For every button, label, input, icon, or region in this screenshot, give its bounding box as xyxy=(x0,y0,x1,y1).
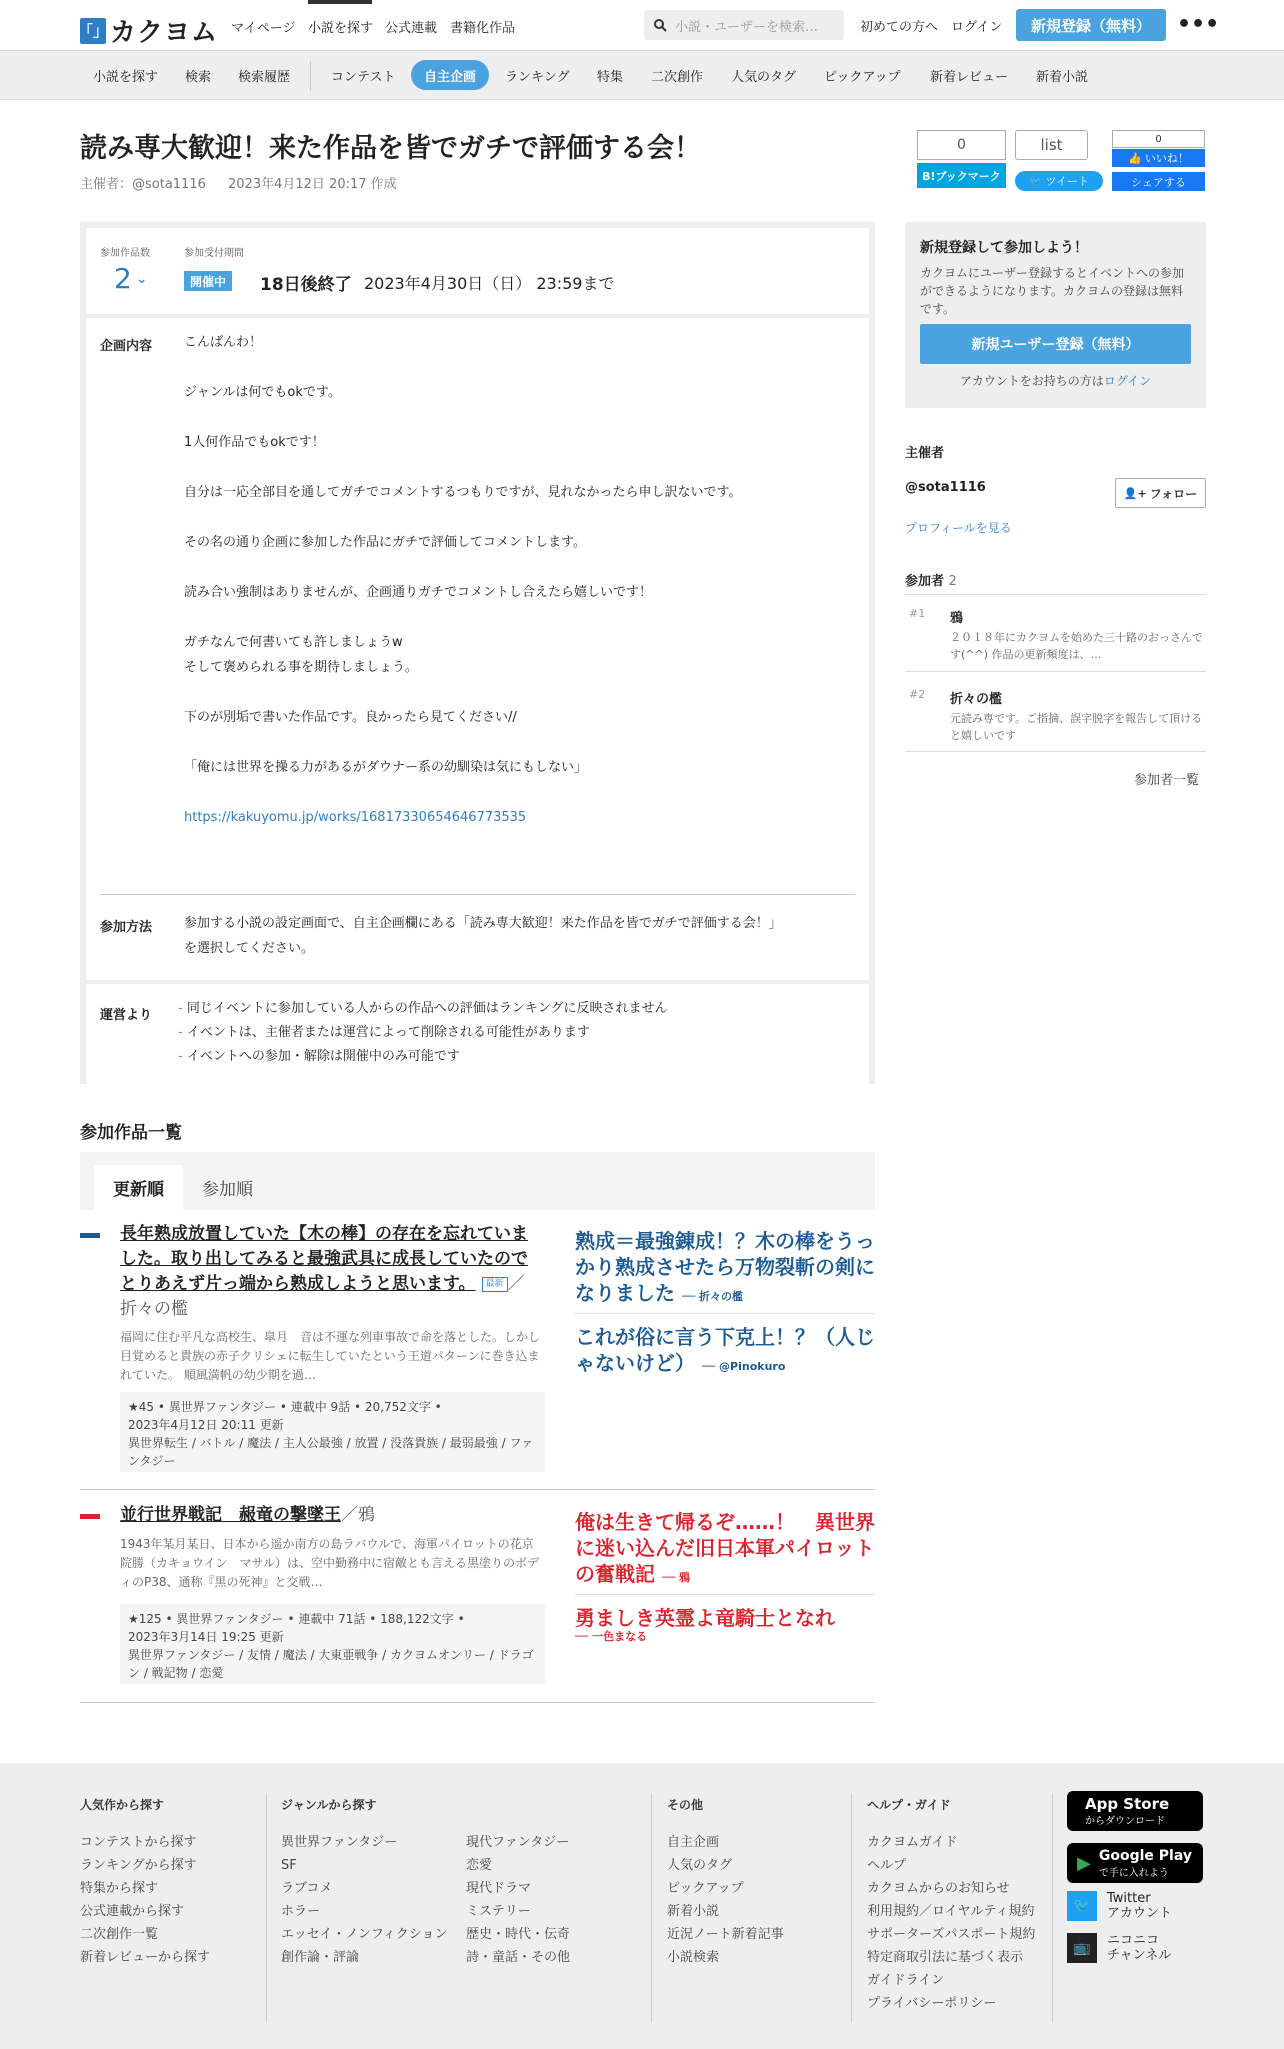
footer-heading: その他 xyxy=(667,1798,704,1812)
footer-col-genre xyxy=(281,1796,448,1969)
review-catch xyxy=(575,1324,875,1380)
divider xyxy=(100,894,855,895)
gplay-title: Google Play xyxy=(1098,1847,1192,1864)
footer-link[interactable]: 自主企画 xyxy=(667,1835,720,1850)
catch-text: 熟成＝最強錬成！？木の棒をうっかり熟成させたら万物裂斬の剣になりました xyxy=(575,1229,875,1305)
footer-link[interactable]: ラブコメ xyxy=(281,1881,333,1896)
participant-num: #2 xyxy=(909,688,926,701)
footer-link[interactable]: ガイドライン xyxy=(867,1973,945,1988)
catch-author: ── 折々の檻 xyxy=(681,1290,744,1303)
hatena-count: 0 xyxy=(917,130,1006,160)
event-content xyxy=(86,318,869,980)
footer-divider xyxy=(851,1793,852,2023)
subnav-fanfic[interactable]: 二次創作 xyxy=(651,70,704,85)
twitter-bird-icon: 🐦 xyxy=(1029,175,1042,187)
follow-button[interactable] xyxy=(1115,478,1206,508)
footer-col-genre-2 xyxy=(466,1831,570,1969)
event-meta xyxy=(80,173,397,192)
appstore-sub: からダウンロード xyxy=(1085,1815,1165,1827)
tab-updated[interactable]: 更新順 xyxy=(94,1165,183,1210)
footer-link[interactable]: サポーターズパスポート規約 xyxy=(867,1927,1036,1942)
catch-author: ── 一色まなる xyxy=(575,1630,648,1643)
footer-link[interactable]: カクヨムからのお知らせ xyxy=(867,1881,1010,1896)
participants-title: 参加者 xyxy=(905,574,945,589)
desc-line: 下のが別垢で書いた作品です。良かったら見てください// xyxy=(184,710,517,725)
footer-link[interactable]: プライバシーポリシー xyxy=(867,1996,997,2011)
facebook-widget xyxy=(1112,130,1205,194)
signup-button[interactable]: 新規登録（無料） xyxy=(1016,9,1166,41)
footer-divider xyxy=(1052,1793,1053,2023)
footer-link[interactable]: 新着レビューから探す xyxy=(80,1950,211,1965)
page-title: 読み専大歓迎！来た作品を皆でガチで評価する会！ xyxy=(80,133,701,164)
footer-col-popular xyxy=(80,1796,210,1969)
tweet-label: ツイート xyxy=(1045,175,1089,188)
notice-item: - イベントへの参加・解除は開催中のみ可能です xyxy=(178,1049,460,1064)
work-title-link[interactable]: 長年熟成放置していた【木の棒】の存在を忘れていました。取り出してみると最強武具に成長していたのでとりあえず片っ端から熟成しようと思います。 xyxy=(120,1224,528,1294)
footer-link[interactable]: 現代ドラマ xyxy=(466,1881,532,1896)
footer-link[interactable]: 人気のタグ xyxy=(667,1858,733,1873)
footer-link[interactable]: 新着小説 xyxy=(667,1904,720,1919)
catch-text: 勇ましき英霊よ竜騎士となれ xyxy=(575,1606,835,1630)
twitter-sub: アカウント xyxy=(1107,1906,1172,1921)
status-badge: 開催中 xyxy=(184,271,232,291)
how-label: 参加方法 xyxy=(100,920,153,935)
content-label: 企画内容 xyxy=(100,339,153,354)
beginner-link[interactable]: 初めての方へ xyxy=(860,20,939,35)
desc-line: 自分は一応全部目を通してガチでコメントするつもりですが、見れなかったら申し訳ないです。 xyxy=(184,485,742,500)
thumbs-up-icon: 👍 xyxy=(1128,151,1142,165)
gplay-sub: で手に入れよう xyxy=(1098,1867,1169,1879)
work-tags[interactable]: 異世界転生 / バトル / 魔法 / 主人公最強 / 放置 / 没落貴族 / 最弱最強 / ファンタジー xyxy=(128,1436,534,1468)
notice-label: 運営より xyxy=(100,1008,153,1023)
footer-link[interactable]: 特定商取引法に基づく表示 xyxy=(867,1950,1024,1965)
event-summary xyxy=(86,228,869,314)
footer-link[interactable]: 歴史・時代・伝奇 xyxy=(466,1927,571,1942)
catch-author: ── @Pinokuro xyxy=(701,1360,786,1373)
notice-item: - イベントは、主催者または運営によって削除される可能性があります xyxy=(178,1025,590,1040)
participant-num: #1 xyxy=(909,607,926,620)
desc-line: その名の通り企画に参加した作品にガチで評価してコメントします。 xyxy=(184,535,586,550)
notice-list xyxy=(178,997,667,1069)
footer xyxy=(0,1763,1284,2049)
footer-link[interactable]: 利用規約／ロイヤルティ規約 xyxy=(867,1904,1035,1919)
subnav-new-novels[interactable]: 新着小説 xyxy=(1036,70,1089,85)
subnav-divider xyxy=(310,61,311,91)
footer-heading: ヘルプ・ガイド xyxy=(867,1798,951,1812)
fb-share-button[interactable]: シェアする xyxy=(1112,172,1205,191)
subnav-history[interactable]: 検索履歴 xyxy=(238,70,291,85)
footer-link[interactable]: 異世界ファンタジー xyxy=(281,1835,398,1850)
nav-active-indicator xyxy=(308,0,372,4)
desc-line: ガチなんで何書いても許しましょうw xyxy=(184,635,403,650)
search-placeholder: 小説・ユーザーを検索… xyxy=(675,19,819,35)
twitter-account-link[interactable] xyxy=(1067,1891,1172,1921)
desc-line: そして褒められる事を期待しましょう。 xyxy=(184,660,419,675)
footer-heading: ジャンルから探す xyxy=(281,1798,377,1812)
footer-link[interactable]: 公式連載から探す xyxy=(80,1904,185,1919)
sidebar-login-link[interactable]: ログイン xyxy=(1103,374,1152,388)
work-color-bar xyxy=(80,1514,100,1519)
work-title-block xyxy=(120,1503,540,1528)
footer-heading: 人気作から探す xyxy=(80,1798,165,1812)
nav-mypage[interactable]: マイページ xyxy=(231,21,296,36)
desc-line: 1人何作品でもokです！ xyxy=(184,435,325,450)
notice-item: - 同じイベントに参加している人からの作品への評価はランキングに反映されません xyxy=(178,1001,668,1016)
chevron-down-icon: ⌄ xyxy=(135,270,148,287)
divider xyxy=(575,1313,875,1314)
footer-link[interactable]: ヘルプ xyxy=(867,1858,907,1873)
site-logo[interactable] xyxy=(80,12,218,49)
niconico-label: ニコニコ xyxy=(1107,1933,1160,1948)
subnav-tags[interactable]: 人気のタグ xyxy=(731,70,797,85)
nav-published-works[interactable]: 書籍化作品 xyxy=(450,21,516,36)
tweet-button[interactable] xyxy=(1015,171,1103,191)
login-link[interactable]: ログイン xyxy=(951,20,1003,35)
participant-name[interactable]: 折々の檻 xyxy=(950,692,1003,707)
more-menu-icon[interactable]: ••• xyxy=(1177,12,1220,37)
sub-navigation xyxy=(0,50,1284,100)
catchphrase xyxy=(575,1509,875,1591)
footer-link[interactable]: 近況ノート新着記事 xyxy=(667,1927,784,1942)
entries-label: 参加作品数 xyxy=(100,248,150,259)
footer-link[interactable]: ホラー xyxy=(281,1904,321,1919)
event-description xyxy=(184,330,854,855)
footer-col-other xyxy=(667,1796,784,1969)
work-author[interactable]: ／鴉 xyxy=(341,1505,375,1525)
nav-official-serials[interactable]: 公式連載 xyxy=(385,21,438,36)
fb-like-label: いいね！ xyxy=(1144,152,1189,165)
twitter-icon: 🐦 xyxy=(1067,1891,1097,1921)
footer-link[interactable]: 恋愛 xyxy=(466,1858,493,1873)
catchphrase xyxy=(575,1228,875,1310)
logo-mark: 「」 xyxy=(80,18,106,44)
register-text: カクヨムにユーザー登録するとイベントへの参加ができるようになります。カクヨムの登録は無料です。 xyxy=(920,266,1185,316)
works-heading: 参加作品一覧 xyxy=(80,1123,182,1143)
work-stats: ★125 • 異世界ファンタジー • 連載中 71話 • 188,122文字 • xyxy=(128,1612,465,1626)
footer-divider xyxy=(266,1793,267,2023)
participants-heading xyxy=(905,570,957,589)
nav-find-novels[interactable]: 小説を探す xyxy=(308,21,374,36)
participant-name[interactable]: 鴉 xyxy=(950,611,964,626)
review-catch xyxy=(575,1605,875,1643)
work-tags[interactable]: 異世界ファンタジー / 友情 / 魔法 / 大東亜戦争 / カクヨムオンリー / ドラゴン / 戦記物 / 恋愛 xyxy=(128,1648,534,1680)
footer-link[interactable]: エッセイ・ノンフィクション xyxy=(281,1927,448,1942)
desc-line: こんばんわ！ xyxy=(184,335,263,350)
works-tabs xyxy=(80,1152,875,1210)
work-color-bar xyxy=(80,1233,100,1238)
organizer-meta: 主催者：@sota1116 xyxy=(80,177,206,192)
footer-col-help xyxy=(867,1796,1035,2015)
participant-bio: ２０１８年にカクヨムを始めた三十路のおっさんです(^^) 作品の更新頻度は、… xyxy=(950,631,1203,661)
footer-link[interactable]: SF xyxy=(281,1858,297,1873)
work-description: 1943年某月某日、日本から遥か南方の島ラバウルで、海軍パイロットの花京院勝（カキョウイン マサル）は、空中勤務中に宿敵とも言える黒塗りのボディのP38、通称『黒の死神』と交戦… xyxy=(120,1537,540,1589)
footer-divider xyxy=(651,1793,652,2023)
participant-item[interactable] xyxy=(905,674,1206,752)
work-author[interactable]: ／折々の檻 xyxy=(120,1274,525,1319)
subnav-search[interactable]: 検索 xyxy=(185,70,212,85)
catch-text: これが俗に言う下克上！？（人じゃないけど） xyxy=(575,1325,875,1375)
deadline: 2023年4月30日（日） 23:59まで xyxy=(364,274,615,293)
register-button[interactable]: 新規ユーザー登録（無料） xyxy=(920,324,1191,364)
list-button[interactable]: list xyxy=(1015,130,1088,160)
participant-item[interactable] xyxy=(905,594,1206,672)
hatena-label: B!ブックマーク xyxy=(917,163,1006,188)
niconico-channel-link[interactable] xyxy=(1067,1933,1171,1963)
all-participants-link[interactable]: 参加者一覧 xyxy=(1134,773,1200,788)
desc-line: ジャンルは何でもokです。 xyxy=(184,385,341,400)
profile-link[interactable]: プロフィールを見る xyxy=(905,521,1012,535)
subnav-ranking[interactable]: ランキング xyxy=(505,70,570,85)
search-icon xyxy=(654,19,667,32)
top-header xyxy=(0,0,1284,50)
how-text-line: 参加する小説の設定画面で、自主企画欄にある「読み専大歓迎！来た作品を皆でガチで評価する会！」 xyxy=(184,916,782,931)
footer-link[interactable]: 特集から探す xyxy=(80,1881,159,1896)
participants-count: 2 xyxy=(948,574,957,589)
footer-link[interactable]: 詩・童話・その他 xyxy=(466,1950,571,1965)
subnav-features[interactable]: 特集 xyxy=(597,70,624,85)
footer-link[interactable]: コンテストから探す xyxy=(80,1835,197,1850)
fb-like-button[interactable] xyxy=(1112,149,1205,167)
how-text-line: を選択してください。 xyxy=(184,941,315,956)
desc-line: 読み合い強制はありませんが、企画通りガチでコメントし合えたら嬉しいです！ xyxy=(184,585,653,600)
subnav-contest[interactable]: コンテスト xyxy=(331,70,396,85)
work-item xyxy=(80,1222,875,1490)
period-label: 参加受付期間 xyxy=(184,248,244,259)
subnav-reviews[interactable]: 新着レビュー xyxy=(930,70,1009,85)
twitter-label: Twitter xyxy=(1107,1891,1151,1906)
work-title-link[interactable]: 並行世界戦記 赧竜の撃墜王 xyxy=(120,1505,341,1525)
entries-count-dropdown[interactable] xyxy=(114,262,148,295)
add-user-icon: 👤+ xyxy=(1123,486,1147,500)
how-text xyxy=(184,911,782,961)
fb-count: 0 xyxy=(1112,130,1205,148)
footer-link[interactable]: 創作論・評論 xyxy=(281,1950,360,1965)
google-play-badge[interactable] xyxy=(1067,1843,1203,1883)
work-info xyxy=(120,1604,545,1684)
work-updated: 2023年3月14日 19:25 更新 xyxy=(128,1630,284,1644)
organizer-heading: 主催者 xyxy=(905,446,945,461)
google-play-icon: ▶ xyxy=(1077,1852,1091,1874)
catch-text: 俺は生きて帰るぞ……！ 異世界に迷い込んだ旧日本軍パイロットの奮戦記 xyxy=(575,1510,875,1586)
logo-text: カクヨム xyxy=(110,18,219,48)
created-date: 2023年4月12日 20:17 作成 xyxy=(228,177,397,192)
footer-link[interactable]: 小説検索 xyxy=(667,1950,720,1965)
event-detail-box xyxy=(80,222,875,1084)
tab-joined[interactable]: 参加順 xyxy=(202,1180,253,1200)
niconico-sub: チャンネル xyxy=(1107,1948,1172,1963)
footer-link[interactable]: 二次創作一覧 xyxy=(80,1927,159,1942)
niconico-icon: 📺 xyxy=(1067,1933,1097,1963)
login-prompt xyxy=(905,372,1206,390)
footer-link[interactable]: カクヨムガイド xyxy=(867,1835,958,1850)
work-item xyxy=(80,1503,875,1703)
entries-count: 2 xyxy=(114,262,132,295)
footer-link[interactable]: ピックアップ xyxy=(667,1881,744,1896)
footer-link[interactable]: 現代ファンタジー xyxy=(466,1835,570,1850)
appstore-title: App Store xyxy=(1085,1794,1170,1813)
subnav-events[interactable]: 自主企画 xyxy=(424,70,477,85)
work-info xyxy=(120,1392,545,1472)
catch-author: ── 鴉 xyxy=(661,1571,691,1584)
operator-notice xyxy=(86,984,869,1084)
register-box xyxy=(905,222,1206,408)
remaining-time: 18日後終了 xyxy=(260,275,352,295)
work-description: 福岡に住む平凡な高校生、皐月 音は不運な列車事故で命を落とした。しかし目覚めると貴族の赤子クリシェに転生していたという王道パターンに巻き込まれていた。 順風満帆の幼少期を過… xyxy=(120,1330,541,1382)
register-title: 新規登録して参加しよう！ xyxy=(920,240,1088,256)
search-input[interactable] xyxy=(644,10,844,40)
app-store-badge[interactable] xyxy=(1067,1791,1203,1831)
desc-line: 「俺には世界を操る力があるがダウナー系の幼馴染は気にもしない」 xyxy=(184,760,588,775)
subnav-find[interactable]: 小説を探す xyxy=(93,70,159,85)
work-updated: 2023年4月12日 20:11 更新 xyxy=(128,1418,284,1432)
organizer-name[interactable]: @sota1116 xyxy=(905,480,986,495)
follow-label: フォロー xyxy=(1149,486,1198,501)
footer-link[interactable]: ミステリー xyxy=(466,1904,531,1919)
subnav-pickup[interactable]: ピックアップ xyxy=(824,70,901,85)
work-title-block xyxy=(120,1222,540,1322)
desc-link[interactable]: https://kakuyomu.jp/works/16817330654646773535 xyxy=(184,810,527,825)
hatena-bookmark[interactable] xyxy=(917,130,1006,188)
divider xyxy=(575,1594,875,1595)
footer-link[interactable]: ランキングから探す xyxy=(80,1858,197,1873)
participant-bio: 元読み専です。ご指摘、誤字脱字を報告して頂けると嬉しいです xyxy=(950,712,1203,742)
new-badge: 最新 xyxy=(482,1277,508,1292)
work-stats: ★45 • 異世界ファンタジー • 連載中 9話 • 20,752文字 • xyxy=(128,1400,442,1414)
have-account-text: アカウントをお持ちの方は xyxy=(959,374,1104,388)
